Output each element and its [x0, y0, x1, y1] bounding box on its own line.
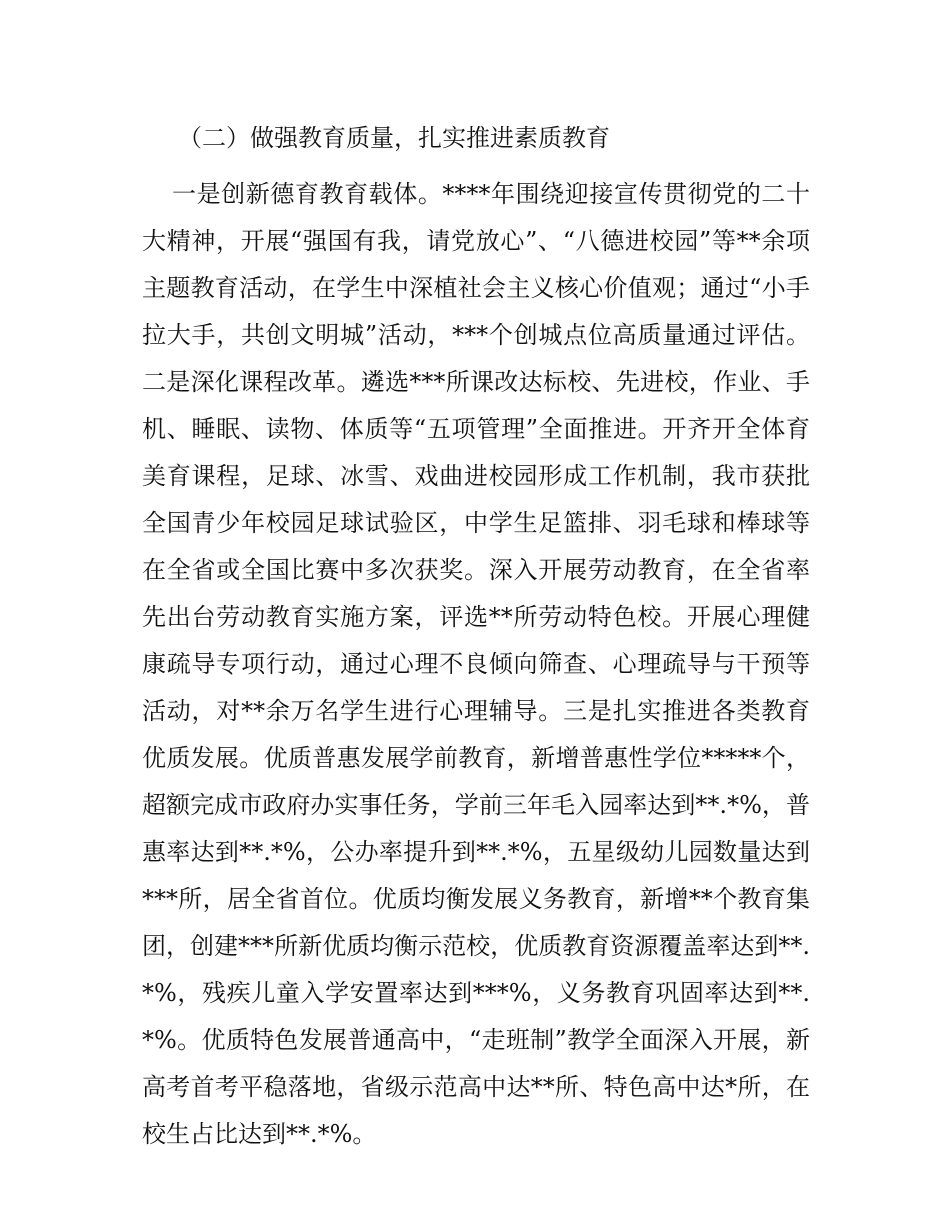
section-heading: （二）做强教育质量，扎实推进素质教育: [178, 124, 610, 152]
body-paragraph: 一是创新德育教育载体。****年围绕迎接宣传贯彻党的二十大精神，开展“强国有我，请党放心”、“八德进校园”等**余项主题教育活动，在学生中深植社会主义核心价值观；通过“小手拉大手，共创文明城”活动，***个创城点位高质量通过评估。二是深化课程改革。遴选***所课改达标校、先进校，作业、手机、睡眠、读物、体质等“五项管理”全面推进。开齐开全体育美育课程，足球、冰雪、戏曲进校园形成工作机制，我市获批全国青少年校园足球试验区，中学生足篮排、羽毛球和棒球等在全省或全国比赛中多次获奖。深入开展劳动教育，在全省率先出台劳动教育实施方案，评选**所劳动特色校。开展心理健康疏导专项行动，通过心理不良倾向筛查、心理疏导与干预等活动，对**余万名学生进行心理辅导。三是扎实推进各类教育优质发展。优质普惠发展学前教育，新增普惠性学位*****个，超额完成市政府办实事任务，学前三年毛入园率达到**.*%，普惠率达到**.*%，公办率提升到**.*%，五星级幼儿园数量达到***所，居全省首位。优质均衡发展义务教育，新增**个教育集团，创建***所新优质均衡示范校，优质教育资源覆盖率达到**.*%，残疾儿童入学安置率达到***%，义务教育巩固率达到**.*%。优质特色发展普通高中，“走班制”教学全面深入开展，新高考首考平稳落地，省级示范高中达**所、特色高中达*所，在校生占比达到**.*%。: [142, 180, 810, 1148]
